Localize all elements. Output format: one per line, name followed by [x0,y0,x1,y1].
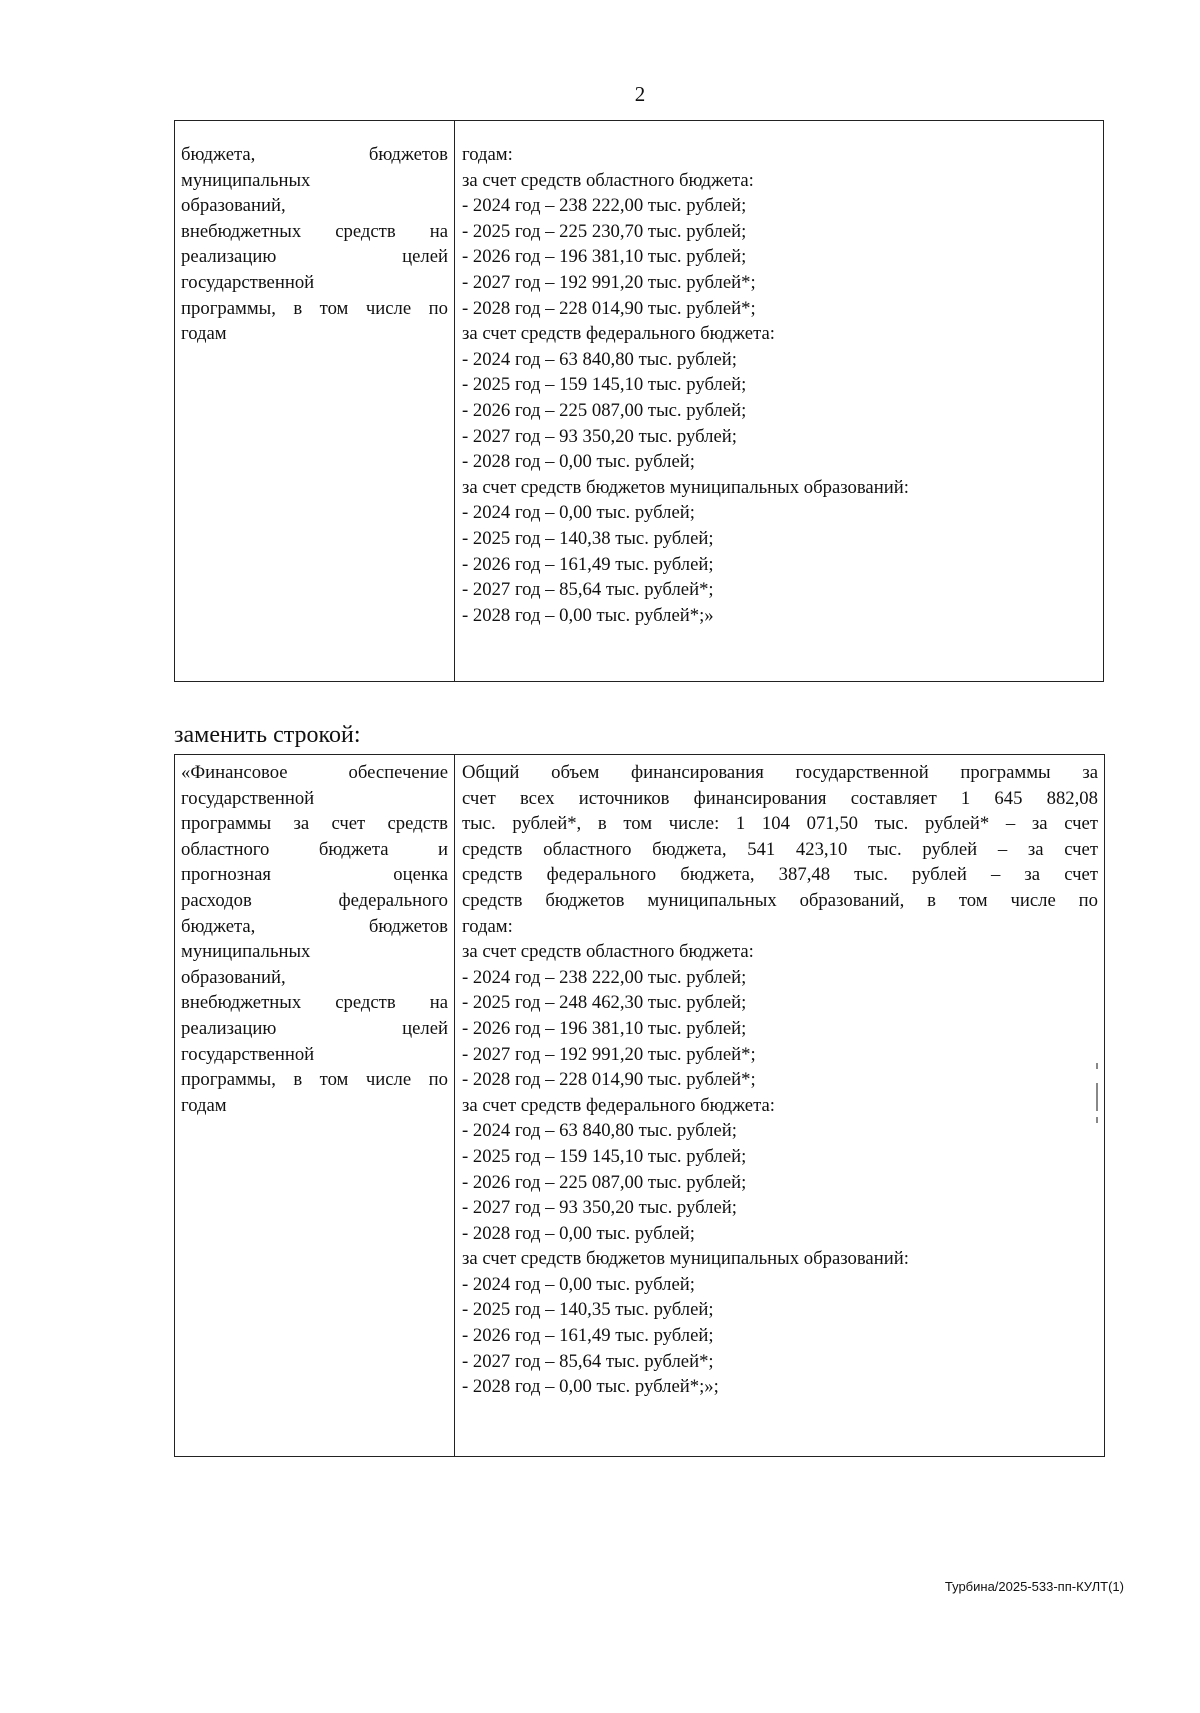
text-line: - 2024 год – 63 840,80 тыс. рублей; [462,1120,737,1142]
text-line: - 2028 год – 0,00 тыс. рублей*;» [462,604,714,626]
text-line: тыс. рублей*, в том числе: 1 104 071,50 тыс. рублей* – за счет [462,813,1098,835]
text-line: годам: [462,144,513,165]
text-line: - 2024 год – 238 222,00 тыс. рублей; [462,195,747,217]
text-line: - 2024 год – 238 222,00 тыс. рублей; [462,966,747,988]
text-line: за счет средств областного бюджета: [462,169,754,191]
page-number: 2 [634,82,646,106]
text-line: государственной [181,1043,315,1065]
text-line: государственной [181,271,315,293]
text-line: - 2026 год – 161,49 тыс. рублей; [462,553,714,575]
table2-left-cell [175,755,455,1456]
text-line: счет всех источников финансирования составляет 1 645 882,08 [462,787,1098,809]
text-line: - 2025 год – 140,38 тыс. рублей; [462,527,714,549]
text-line: за счет средств бюджетов муниципальных образований: [462,476,909,498]
text-line: Общий объем финансирования государственной программы за [462,762,1098,783]
text-line: - 2026 год – 196 381,10 тыс. рублей; [462,1017,747,1039]
text-line: - 2026 год – 225 087,00 тыс. рублей; [462,1171,747,1193]
document-code: Турбина/2025-533-пп-КУЛТ(1) [944,1579,1124,1594]
text-line: - 2028 год – 0,00 тыс. рублей*;»; [462,1376,719,1398]
text-line: бюджета, бюджетов [181,144,448,165]
text-line: «Финансовое обеспечение [181,762,448,783]
text-line: - 2027 год – 85,64 тыс. рублей*; [462,1350,714,1372]
text-line: - 2027 год – 85,64 тыс. рублей*; [462,579,714,601]
table1-left-cell [175,121,455,681]
text-line: бюджета, бюджетов [181,915,448,937]
section-label: заменить строкой: [174,722,361,748]
text-line: - 2025 год – 159 145,10 тыс. рублей; [462,1145,747,1167]
table2-right-cell [456,755,1104,1456]
budget-table-old [174,120,1104,682]
text-line: - 2024 год – 63 840,80 тыс. рублей; [462,348,737,370]
text-line: годам [181,323,227,345]
text-line: внебюджетных средств на [181,220,448,242]
text-line: средств областного бюджета, 541 423,10 тыс. рублей – за счет [462,838,1098,860]
text-line: - 2024 год – 0,00 тыс. рублей; [462,1273,695,1295]
text-line: государственной [181,787,315,809]
budget-table-new [174,754,1105,1457]
text-line: образований, [181,195,286,217]
text-line: внебюджетных средств на [181,992,448,1014]
text-line: - 2028 год – 228 014,90 тыс. рублей*; [462,1069,756,1091]
text-line: - 2026 год – 225 087,00 тыс. рублей; [462,399,747,421]
text-line: расходов федерального [181,889,448,911]
text-line: годам: [462,915,513,937]
text-line: - 2027 год – 93 350,20 тыс. рублей; [462,1197,737,1219]
text-line: - 2027 год – 192 991,20 тыс. рублей*; [462,1043,756,1065]
text-line: муниципальных [181,941,311,963]
text-line: - 2028 год – 0,00 тыс. рублей; [462,1222,695,1244]
text-line: за счет средств бюджетов муниципальных образований: [462,1248,909,1270]
text-line: образований, [181,966,286,988]
scan-artifact-marks [1096,1063,1100,1123]
text-line: областного бюджета и [181,838,448,860]
text-line: за счет средств федерального бюджета: [462,1094,775,1116]
text-line: - 2025 год – 140,35 тыс. рублей; [462,1299,714,1321]
text-line: программы, в том числе по [181,297,448,319]
text-line: программы за счет средств [181,813,448,835]
text-line: - 2028 год – 0,00 тыс. рублей; [462,451,695,473]
text-line: - 2026 год – 161,49 тыс. рублей; [462,1325,714,1347]
text-line: программы, в том числе по [181,1069,448,1091]
text-line: - 2026 год – 196 381,10 тыс. рублей; [462,246,747,268]
text-line: - 2024 год – 0,00 тыс. рублей; [462,502,695,524]
text-line: - 2027 год – 192 991,20 тыс. рублей*; [462,271,756,293]
text-line: реализацию целей [181,246,448,268]
text-line: реализацию целей [181,1017,448,1039]
text-line: за счет средств федерального бюджета: [462,323,775,345]
text-line: за счет средств областного бюджета: [462,941,754,963]
text-line: годам [181,1094,227,1116]
text-line: средств федерального бюджета, 387,48 тыс. рублей – за счет [462,864,1098,886]
text-line: прогнозная оценка [181,864,448,886]
text-line: муниципальных [181,169,311,191]
text-line: - 2025 год – 225 230,70 тыс. рублей; [462,220,747,242]
text-line: - 2028 год – 228 014,90 тыс. рублей*; [462,297,756,319]
text-line: средств бюджетов муниципальных образований, в том числе по [462,889,1098,911]
table1-right-cell [456,121,1103,681]
text-line: - 2025 год – 159 145,10 тыс. рублей; [462,374,747,396]
text-line: - 2025 год – 248 462,30 тыс. рублей; [462,992,747,1014]
text-line: - 2027 год – 93 350,20 тыс. рублей; [462,425,737,447]
